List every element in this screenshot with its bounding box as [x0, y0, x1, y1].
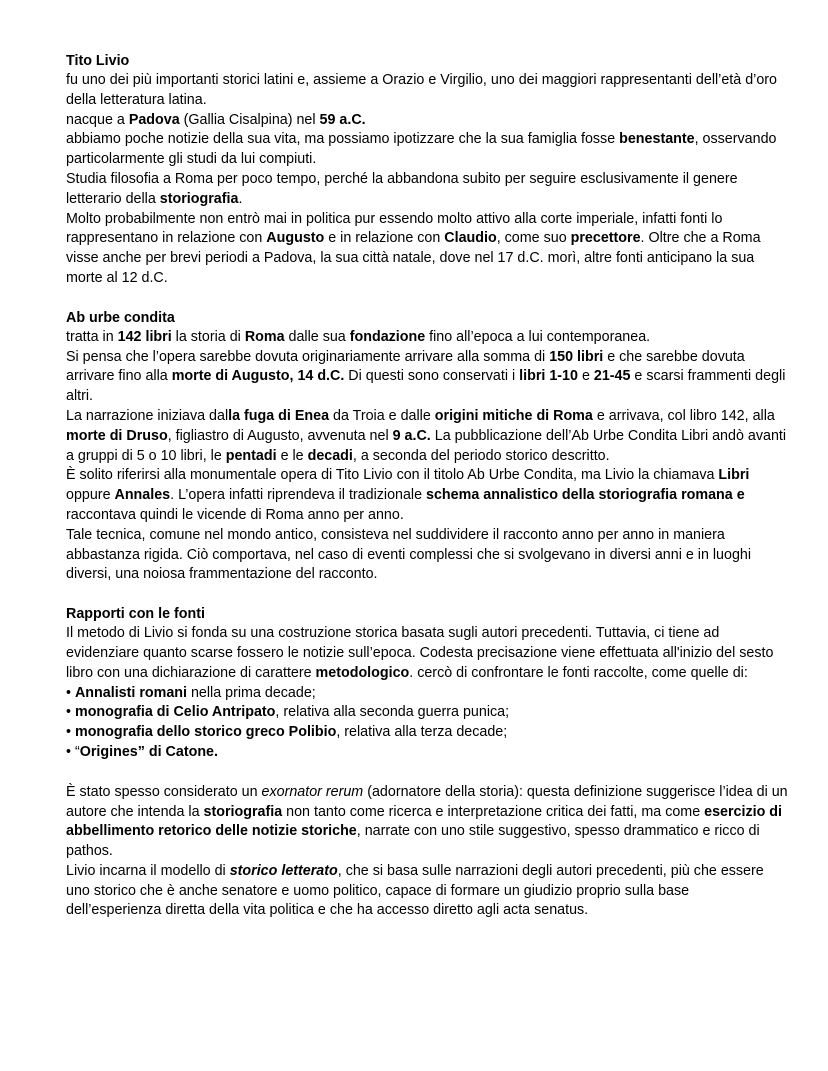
- text-run: •: [66, 724, 75, 741]
- bold-italic-text: storico letterato: [229, 862, 338, 879]
- bold-text: precettore: [570, 230, 641, 247]
- text-run: e che sarebbe dovuta arrivare fino alla: [66, 348, 745, 385]
- bold-text: 150 libri: [549, 348, 604, 365]
- bold-text: 142 libri: [117, 328, 172, 345]
- text-run: tratta in: [66, 328, 118, 345]
- paragraph: [66, 624, 788, 683]
- text-run: , che si basa sulle narrazioni degli autori precedenti, più che essere uno storico che è anche senatore e uomo politico, capace di formare un giudizio proprio sulla base dell’esperienza diretta della vita politica e che ha accesso diretto agli acta senatus.: [66, 862, 764, 919]
- bullet-item: [66, 684, 788, 704]
- bold-text: la fuga di Enea: [228, 407, 330, 424]
- text-run: da Troia e dalle: [329, 407, 435, 424]
- bold-text: morte di Augusto, 14 d.C.: [171, 368, 345, 385]
- bold-text: esercizio di abbellimento retorico delle notizie storiche: [66, 803, 783, 840]
- text-run: . cercò di confrontare le fonti raccolte, come quelle di:: [409, 664, 748, 681]
- paragraph: [66, 210, 788, 289]
- text-run: (adornatore della storia): questa definizione suggerisce l’idea di un autore che intenda la: [66, 783, 788, 820]
- paragraph: [66, 71, 788, 111]
- text-run: e: [577, 368, 594, 385]
- text-run: Livio incarna il modello di: [66, 862, 230, 879]
- text-run: fu uno dei più importanti storici latini e, assieme a Orazio e Virgilio, uno dei maggiori rappresentanti dell’età d’oro della letteratura latina.: [66, 72, 777, 108]
- text-run: . Oltre che a Roma visse anche per brevi periodi a Padova, la sua città natale, dove nel 17 d.C. morì, altre fonti anticipano la sua morte al 12 d.C.: [66, 230, 761, 286]
- text-run: e arrivava, col libro 142, alla: [592, 407, 775, 424]
- section-title-rapporti-con-le-fonti: Rapporti con le fonti: [66, 606, 205, 623]
- bold-text: Roma: [244, 328, 285, 345]
- text-run: raccontava quindi le vicende di Roma anno per anno.: [66, 506, 404, 523]
- bold-text: decadi: [307, 447, 353, 464]
- text-run: È stato spesso considerato un: [66, 783, 262, 800]
- italic-text: exornator rerum: [261, 783, 364, 800]
- text-run: e le: [276, 447, 308, 464]
- bold-text: 21-45: [593, 368, 631, 385]
- text-run: •: [66, 684, 75, 701]
- text-run: , relativa alla seconda guerra punica;: [275, 704, 510, 721]
- bold-text: Origines” di Catone.: [79, 743, 218, 760]
- bullet-item: [66, 743, 788, 763]
- text-run: fino all’epoca a lui contemporanea.: [425, 328, 651, 345]
- section-title-ab-urbe-condita: Ab urbe condita: [66, 309, 175, 326]
- bold-text: benestante: [619, 131, 695, 148]
- spacer: [66, 763, 788, 783]
- bold-text: schema annalistico della storiografia romana e: [426, 487, 745, 504]
- paragraph: [66, 328, 788, 348]
- bold-text: origini mitiche di Roma: [434, 407, 593, 424]
- bold-text: metodologico: [315, 664, 410, 681]
- text-run: , narrate con uno stile suggestivo, spesso drammatico e ricco di pathos.: [66, 823, 760, 860]
- paragraph: [66, 862, 788, 921]
- spacer: [66, 289, 788, 308]
- bold-text: storiografia: [203, 803, 283, 820]
- text-run: nella prima decade;: [187, 684, 316, 701]
- paragraph: [66, 783, 788, 862]
- text-run: È solito riferirsi alla monumentale opera di Tito Livio con il titolo Ab Urbe Condita, ma Livio la chiamava: [66, 467, 719, 484]
- bullet-item: [66, 723, 788, 743]
- text-run: La narrazione iniziava dal: [66, 407, 229, 424]
- text-run: . L’opera infatti riprendeva il tradizionale: [170, 487, 427, 504]
- text-run: , osservando particolarmente gli studi da lui compiuti.: [66, 131, 777, 168]
- bold-text: Libri: [718, 467, 750, 484]
- paragraph: [66, 111, 788, 131]
- text-run: Tale tecnica, comune nel mondo antico, consisteva nel suddividere il racconto anno per anno in maniera abbastanza rigida. Ciò comportava, nel caso di eventi complessi che si svolgevano in diversi anni e in luoghi diversi, una noiosa frammentazione del racconto.: [66, 526, 752, 583]
- text-run: oppure: [66, 487, 115, 504]
- paragraph: [66, 170, 788, 210]
- text-run: , relativa alla terza decade;: [336, 724, 508, 741]
- bold-text: monografia di Celio Antripato: [74, 704, 276, 721]
- text-run: la storia di: [171, 328, 245, 345]
- bold-text: Augusto: [266, 230, 325, 247]
- text-run: Il metodo di Livio si fonda su una costruzione storica basata sugli autori precedenti. Tuttavia, ci tiene ad evidenziare quanto scarse fossero le notizie sull’epoca. Codesta precisazione viene effettuata all'inizio del sesto libro con una dichiarazione di carattere: [66, 625, 774, 681]
- text-run: Molto probabilmente non entrò mai in politica pur essendo molto attivo alla corte imperiale, infatti fonti lo rappresentano in relazione con: [66, 210, 723, 247]
- paragraph: [66, 466, 788, 525]
- text-run: e scarsi frammenti degli altri.: [66, 368, 786, 405]
- paragraph: [66, 526, 788, 585]
- text-run: Di questi sono conservati i: [344, 368, 520, 385]
- text-run: non tanto come ricerca e interpretazione critica dei fatti, ma come: [282, 803, 705, 820]
- bullet-item: [66, 703, 788, 723]
- bold-text: libri 1-10: [519, 368, 578, 385]
- bold-text: Annalisti romani: [74, 684, 187, 701]
- text-run: • “: [66, 743, 80, 760]
- spacer: [66, 585, 788, 604]
- bold-text: Claudio: [444, 230, 497, 247]
- text-run: .: [238, 190, 243, 207]
- text-run: La pubblicazione dell’Ab Urbe Condita Libri andò avanti a gruppi di 5 o 10 libri, le: [66, 427, 787, 464]
- text-run: Studia filosofia a Roma per poco tempo, perché la abbandona subito per seguire esclusivamente il genere letterario della: [66, 170, 738, 207]
- paragraph: [66, 407, 788, 466]
- text-run: •: [66, 704, 75, 721]
- bold-text: 9 a.C.: [392, 427, 431, 444]
- bold-text: monografia dello storico greco Polibio: [74, 724, 337, 741]
- text-run: e in relazione con: [324, 230, 445, 247]
- bold-text: Annales: [114, 487, 171, 504]
- text-run: , a seconda del periodo storico descritto.: [352, 447, 610, 464]
- text-run: dalle sua: [284, 328, 350, 345]
- text-run: abbiamo poche notizie della sua vita, ma possiamo ipotizzare che la sua famiglia fosse: [66, 131, 620, 148]
- bold-text: fondazione: [349, 328, 426, 345]
- text-run: (Gallia Cisalpina) nel: [179, 111, 320, 128]
- bold-text: morte di Druso: [66, 427, 168, 444]
- text-run: , come suo: [496, 230, 571, 247]
- text-run: , figliastro di Augusto, avvenuta nel: [167, 427, 393, 444]
- bold-text: Padova: [128, 111, 180, 128]
- bold-text: storiografia: [159, 190, 239, 207]
- bold-text: 59 a.C.: [319, 111, 366, 128]
- paragraph: [66, 130, 788, 170]
- paragraph: [66, 348, 788, 407]
- text-run: Si pensa che l’opera sarebbe dovuta originariamente arrivare alla somma di: [66, 348, 550, 365]
- section-title-tito-livio: Tito Livio: [66, 53, 130, 69]
- bold-text: pentadi: [225, 447, 277, 464]
- text-run: nacque a: [66, 111, 129, 128]
